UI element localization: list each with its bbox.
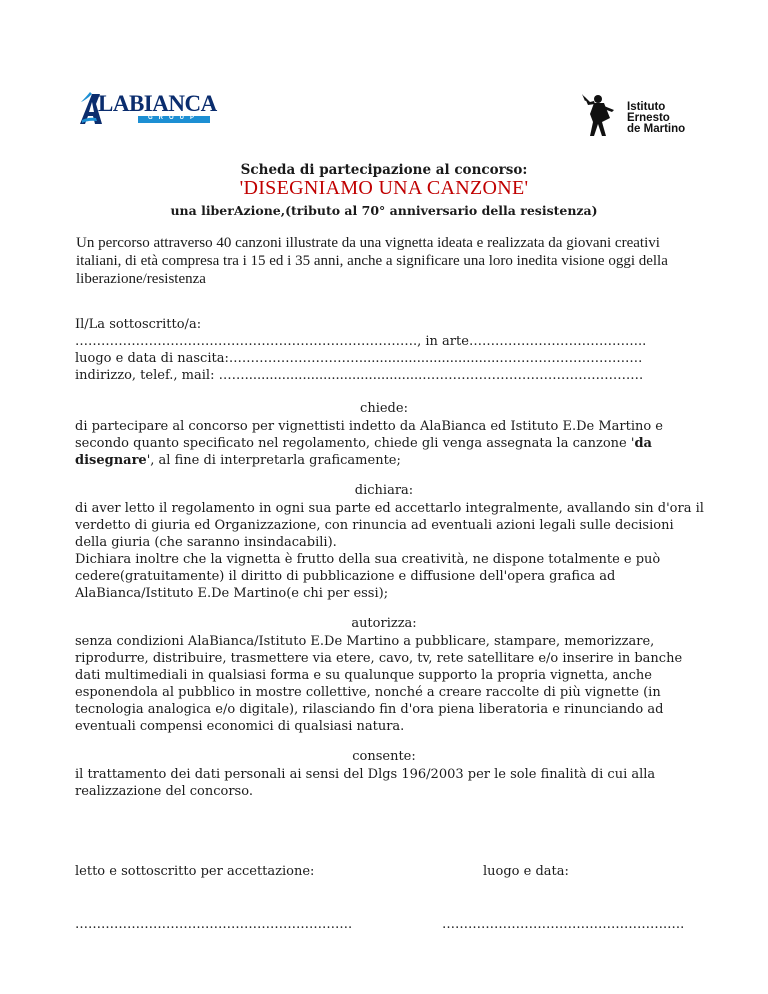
trumpeter-icon	[580, 92, 626, 142]
contact-field-line[interactable]: indirizzo, telef., mail: ……...........................................……………………………………………	[75, 368, 644, 383]
istituto-name-line3: de Martino	[627, 123, 686, 135]
chiede-text-bold: da disegnare	[75, 436, 652, 468]
autorizza-text: senza condizioni AlaBianca/Istituto E.De Martino a pubblicare, stampare, memorizzare, riprodurre, distribuire, trasmettere via etere, cavo, tv, rete satellitare e/o inserire in banche dati multimediali in qualsiasi forma e su qualunque supporto la propria vignetta, anche esponendola al pubblico in mostre collettive, nonché a creare raccolte di più vignette (in tecnologia analogica e/o digitale), rilasciando fin d'ora piena liberatoria e rinunciando ad eventuali compensi economici di qualsiasi natura.	[75, 634, 683, 734]
alabianca-group-text: GROUP	[147, 115, 200, 121]
istituto-name-line1: Istituto	[627, 101, 666, 113]
date-line[interactable]: …………………………………………….….	[442, 917, 685, 932]
istituto-de-martino-logo	[580, 92, 700, 142]
date-label: luogo e data:	[483, 864, 569, 879]
alabianca-wordmark: LABIANCA	[98, 91, 217, 116]
sottoscritto-label: Il/La sottoscritto/a:	[75, 317, 202, 332]
istituto-name	[627, 102, 685, 135]
chiede-text-after: ', al fine di interpretarla graficamente;	[146, 453, 401, 468]
consente-label: consente:	[352, 749, 416, 764]
contest-subtitle: una liberAzione,(tributo al 70° anniversario della resistenza)	[170, 203, 598, 218]
istituto-name-line2: Ernesto	[627, 112, 670, 124]
contest-title: 'DISEGNIAMO UNA CANZONE'	[239, 177, 529, 199]
autorizza-label: autorizza:	[351, 616, 417, 631]
dichiara-paragraph-2: Dichiara inoltre che la vignetta è frutto della sua creatività, ne dispone totalmente e può cedere(gratuitamente) il diritto di pubblicazione e diffusione dell'opera grafica ad AlaBianca/Istituto E.De Martino(e chi per essi);	[75, 552, 661, 601]
birth-field-line[interactable]: luogo e data di nascita:…………………………..................................……………………………	[75, 351, 643, 366]
intro-paragraph: Un percorso attraverso 40 canzoni illustrate da una vignetta ideata e realizzata da giovani creativi italiani, di età compresa tra i 15 ed i 35 anni, anche a significare una loro inedita visione oggi della liberazione/resistenza	[76, 235, 668, 287]
form-heading: Scheda di partecipazione al concorso:	[240, 162, 528, 178]
alabianca-logo	[78, 90, 217, 126]
chiede-text-before: di partecipare al concorso per vignettisti indetto da AlaBianca ed Istituto E.De Martino e secondo quanto specificato nel regolamento, chiede gli venga assegnata la canzone '	[75, 419, 664, 451]
dichiara-paragraph-1: di aver letto il regolamento in ogni sua parte ed accettarlo integralmente, avallando sin d'ora il verdetto di giuria ed Organizzazione, con rinuncia ad eventuali azioni legali sulle decisioni della giuria (che saranno insindacabili).	[75, 501, 704, 550]
dichiara-label: dichiara:	[354, 483, 414, 498]
name-field-line[interactable]: ……………………………………………………………………., in arte…………………………………..	[75, 334, 647, 349]
signature-line[interactable]: ……………………………………………………….	[75, 917, 353, 932]
applicant-fields	[75, 316, 705, 384]
consente-text: il trattamento dei dati personali ai sensi del Dlgs 196/2003 per le sole finalità di cui alla realizzazione del concorso.	[75, 767, 656, 799]
signature-label: letto e sottoscritto per accettazione:	[75, 864, 315, 879]
chiede-label: chiede:	[360, 401, 408, 416]
chiede-text	[75, 418, 705, 469]
dichiara-text	[75, 500, 705, 602]
